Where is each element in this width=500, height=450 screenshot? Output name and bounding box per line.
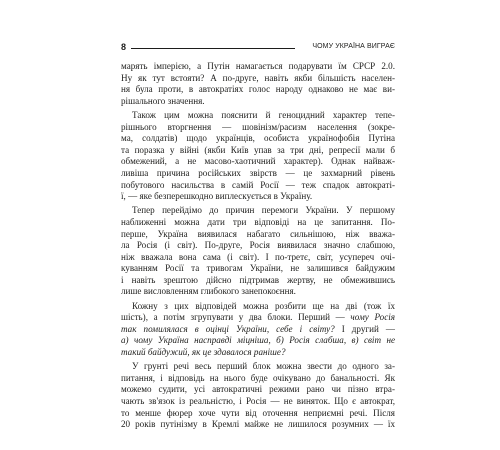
italic-run: чому Росія — [350, 312, 396, 323]
text-line: рішального значення. — [121, 95, 205, 106]
text-line: питання, і відповідь на нього буде очікувано до банальності. Як — [121, 372, 395, 383]
text-line: Кожну з цих відповідей можна розбити ще на дві (тож їх — [132, 300, 395, 311]
text-run: шість), а потім згрупувати у два блоки. Перший — — [121, 312, 351, 323]
page-number: 8 — [121, 42, 127, 52]
text-line: лише висловленням глибокого занепокоєння. — [121, 286, 296, 297]
text-line: рішнього вторгнення — шовінізм/расизм населення (зокре- — [121, 121, 395, 132]
paragraph — [121, 61, 395, 107]
italic-run: а) чому Україна насправді міцніша, б) Росія слабша, в) світ не — [121, 335, 395, 346]
paragraph — [121, 301, 395, 359]
text-line: перше, Україна виявилася набагато сильнішою, ніж вважа- — [121, 228, 395, 239]
text-line — [121, 347, 395, 359]
text-line: Також цим можна пояснити й геноцидний характер тепе- — [132, 109, 395, 120]
text-line: ма, солдатів) щодо українців, особиста українофобія Путіна — [121, 133, 395, 144]
text-line: і навіть зрештою дійсно підтримав жертву, не обмежившись — [121, 274, 395, 285]
text-line: наближенні можна дати три відповіді на це запитання. По- — [121, 216, 395, 227]
text-line: ї, — яке безперешкодно виплескується в Україну. — [121, 191, 313, 202]
text-line — [121, 335, 395, 347]
running-title: ЧОМУ УКРАЇНА ВИГРАЄ — [312, 43, 395, 50]
text-line — [121, 312, 395, 324]
text-line: можемо судити, усі автократичні режими рано чи пізно втра- — [121, 384, 395, 395]
paragraph — [121, 205, 395, 298]
text-line: куванням Росії та тривогам України, не залишився байдужим — [121, 263, 395, 274]
text-line: чають зв'язок із реальністю, і Росія — не виняток. Що є автократ, — [121, 396, 395, 406]
text-line — [121, 324, 395, 336]
paragraph — [121, 110, 395, 203]
text-run: І другий — — [334, 323, 395, 334]
page-header — [121, 41, 395, 53]
text-line: ливіша причина російських звірств — це захмарний рівень — [121, 167, 395, 178]
italic-run: так помилялася в оцінці України, себе і світу? — [121, 323, 335, 334]
text-line: ніж вважала вона сама (і світ). І по-третє, світ, усупереч очі- — [121, 251, 395, 262]
paragraph — [121, 361, 395, 431]
text-line: марять імперією, а Путін намагається подарувати їм СРСР 2.0. — [121, 61, 395, 71]
text-line: ла Росія (і світ). По-друге, Росія виявилася значно слабшою, — [121, 240, 395, 251]
text-line: обмежений, а не масово-хаотичний характер). Однак найваж- — [121, 156, 395, 167]
header-rule — [131, 48, 295, 49]
italic-run: такий байдужий, як це здавалося раніше? — [121, 347, 286, 358]
text-line: Тепер перейдімо до причин перемоги України. У першому — [132, 205, 395, 216]
text-line: Ну як тут встояти? А по-друге, навіть якби більшість населен- — [121, 72, 395, 83]
text-line: та поразка у війні (якби Київ упав за три дні, репресії мали б — [121, 144, 395, 155]
text-line: побутового насильства в самій Росії — теж спадок автократі- — [121, 179, 395, 190]
text-line: то менше фюрер хоче чути від оточення неприємні речі. Після — [121, 407, 395, 418]
text-line: У грунті речі весь перший блок можна звести до одного за- — [132, 361, 395, 372]
body-text — [121, 61, 395, 431]
text-line: 20 років путінізму в Кремлі майже не лишилося розумних — їх — [121, 419, 395, 430]
text-line: ня була проти, в автократіях голос народу однаково не має ви- — [121, 84, 395, 95]
